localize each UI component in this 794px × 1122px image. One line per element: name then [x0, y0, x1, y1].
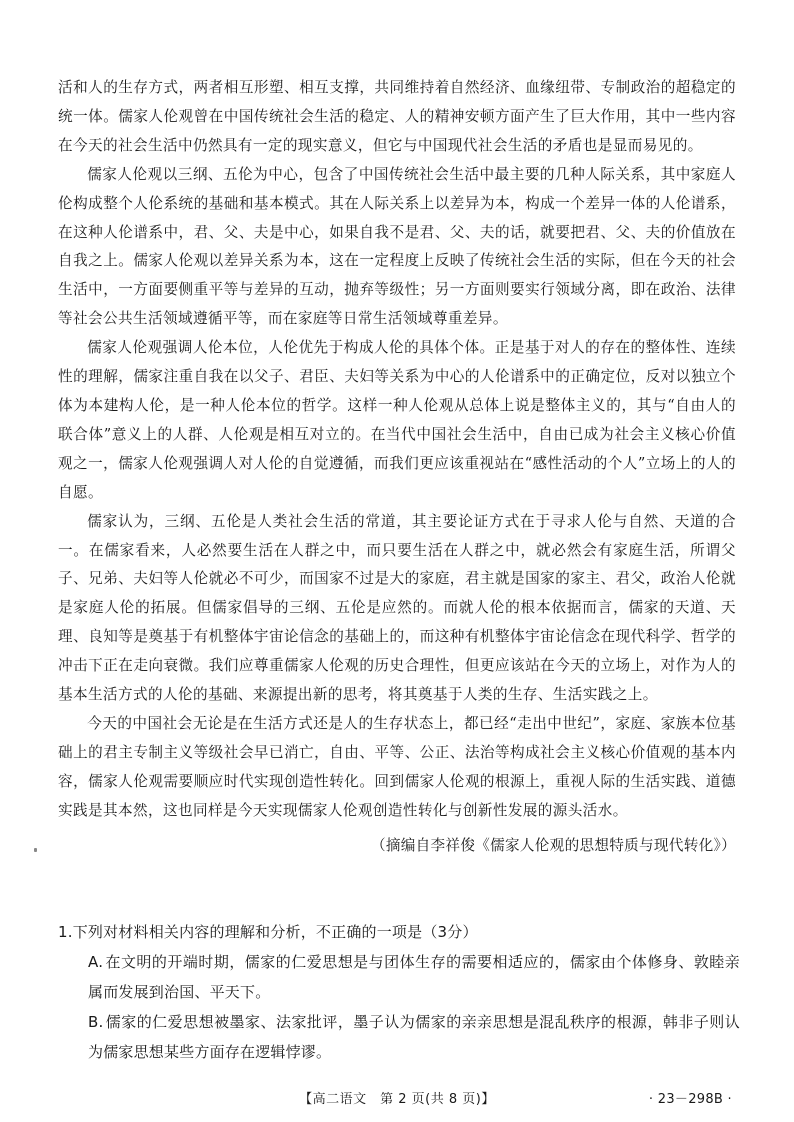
option-b-letter: B. [88, 1013, 104, 1031]
passage-paragraph-1: 活和人的生存方式，两者相互形塑、相互支撑，共同维持着自然经济、血缘纽带、专制政治的超稳定的统一体。儒家人伦观曾在中国传统社会生活的稳定、人的精神安顿方面产生了巨大作用，其中一些内容在今天的社会生活中仍然具有一定的现实意义，但它与中国现代社会生活的矛盾也是显而易见的。 [58, 79, 736, 154]
question-1 [58, 917, 740, 1067]
passage-paragraph-2: 儒家人伦观以三纲、五伦为中心，包含了中国传统社会生活中最主要的几种人际关系，其中家庭人伦构成整个人伦系统的基础和基本模式。其在人际关系上以差异为本，构成一个差异一体的人伦谱系，在这种人伦谱系中，君、父、夫是中心，如果自我不是君、父、夫的话，就要把君、父、夫的价值放在自我之上。儒家人伦观以差异关系为本，这在一定程度上反映了传统社会生活的实际，但在今天的社会生活中，一方面要侧重平等与差异的互动，抛弃等级性；另一方面则要实行领域分离，即在政治、法律等社会公共生活领域遵循平等，而在家庭等日常生活领域尊重差异。 [58, 165, 736, 328]
scan-speck [34, 848, 37, 852]
footer-exam-code: · 23－298B · [648, 1092, 732, 1107]
option-b [88, 1007, 740, 1067]
passage-source: （摘编自李祥俊《儒家人伦观的思想特质与现代转化》） [370, 836, 736, 854]
option-a [88, 947, 740, 1007]
passage-paragraph-5: 今天的中国社会无论是在生活方式还是人的生存状态上，都已经“走出中世纪”，家庭、家族本位基础上的君主专制主义等级社会早已消亡，自由、平等、公正、法治等构成社会主义核心价值观的基本内容，儒家人伦观需要顺应时代实现创造性转化。回到儒家人伦观的根源上，重视人际的生活实践、道德实践是其本然，这也同样是今天实现儒家人伦观创造性转化与创新性发展的源头活水。 [58, 714, 736, 819]
option-b-text: 儒家的仁爱思想被墨家、法家批评，墨子认为儒家的亲亲思想是混乱秩序的根源，韩非子则认为儒家思想某些方面存在逻辑悖谬。 [88, 1013, 740, 1061]
reading-passage [58, 74, 736, 864]
passage-paragraph-4: 儒家认为，三纲、五伦是人类社会生活的常道，其主要论证方式在于寻求人伦与自然、天道的合一。在儒家看来，人必然要生活在人群之中，而只要生活在人群之中，就必然会有家庭生活，所谓父子、兄弟、夫妇等人伦就必不可少，而国家不过是大的家庭，君主就是国家的家主、君父，政治人伦就是家庭人伦的拓展。但儒家倡导的三纲、五伦是应然的。而就人伦的根本依据而言，儒家的天道、天理、良知等是奠基于有机整体宇宙论信念的基础上的，而这种有机整体宇宙论信念在现代科学、哲学的冲击下正在走向衰微。我们应尊重儒家人伦观的历史合理性，但更应该站在今天的立场上，对作为人的基本生活方式的人伦的基础、来源提出新的思考，将其奠基于人类的生存、生活实践之上。 [58, 512, 736, 704]
footer-page-info: 【高二语文 第 2 页(共 8 页)】 [299, 1092, 495, 1107]
option-a-text: 在文明的开端时期，儒家的仁爱思想是与团体生存的需要相适应的，儒家由个体修身、敦睦亲属而发展到治国、平天下。 [88, 953, 740, 1001]
passage-paragraph-3: 儒家人伦观强调人伦本位，人伦优先于构成人伦的具体个体。正是基于对人的存在的整体性、连续性的理解，儒家注重自我在以父子、君臣、夫妇等关系为中心的人伦谱系中的正确定位，反对以独立个体为本建构人伦，是一种人伦本位的哲学。这样一种人伦观从总体上说是整体主义的，其与“自由人的联合体”意义上的人群、人伦观是相互对立的。在当代中国社会生活中，自由已成为社会主义核心价值观之一，儒家人伦观强调人对人伦的自觉遵循，而我们更应该重视站在“感性活动的个人”立场上的人的自愿。 [58, 339, 736, 501]
option-a-letter: A. [88, 953, 104, 971]
question-stem: 1.下列对材料相关内容的理解和分析，不正确的一项是（3分） [58, 923, 478, 941]
page-footer [0, 1088, 794, 1112]
